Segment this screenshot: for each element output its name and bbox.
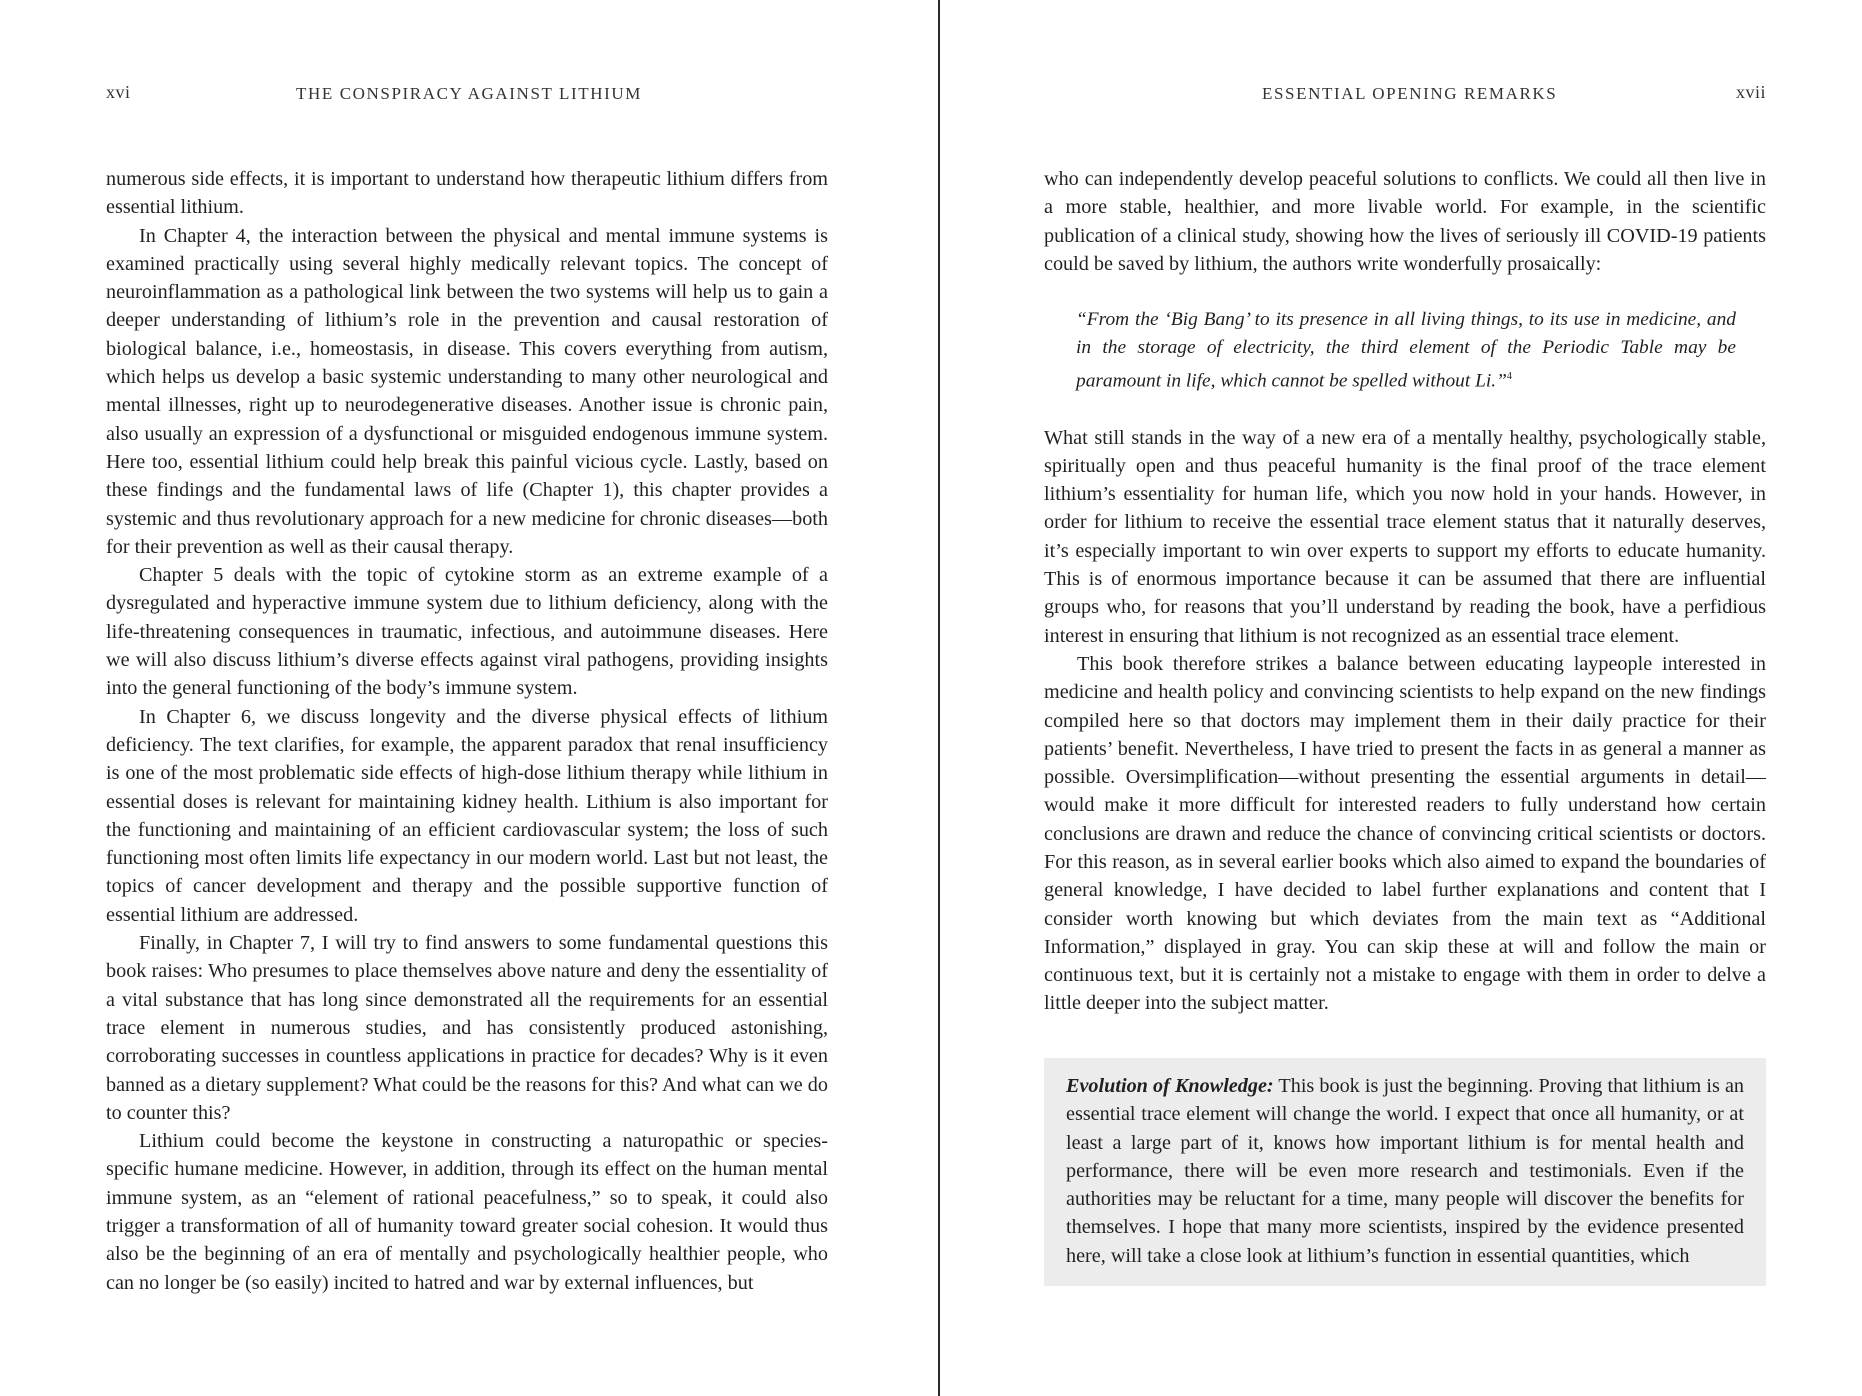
right-paragraph-2: What still stands in the way of a new era of a mentally healthy, psychologically stable, spiritually open and thus peaceful humanity is the final proof of the trace element lithium’s essentiality for human life, which you now hold in your hands. However, in order for lithium to receive the essential trace element status that it naturally deserves, it’s especially important to win over experts to support my efforts to educate humanity. This is of enormous importance because it can be assumed that there are influential groups who, for reasons that you’ll understand by reading the book, have a perfidious interest in ensuring that lithium is not recognized as an essential trace element. <box>1044 426 1766 647</box>
info-box-lead: Evolution of Knowledge: <box>1066 1075 1274 1097</box>
left-paragraph-5: Finally, in Chapter 7, I will try to find answers to some fundamental questions this book raises: Who presumes to place themselves above nature and deny the essentiality of a vital substance that has long since demonstrated all the requirements for an essential trace element in numerous studies, and has consistently produced astonishing, corroborating successes in countless applications in practice for decades? Why is it even banned as a dietary supplement? What could be the reasons for this? And what can we do to counter this? <box>106 932 828 1124</box>
right-paragraph-3: This book therefore strikes a balance between educating laypeople interested in medicine and health policy and convincing scientists to help expand on the new findings compiled here so that doctors may implement them in their daily practice for their patients’ benefit. Nevertheless, I have tried to present the facts in as general a manner as possible. Oversimplification—without presenting the essential arguments in detail—would make it more difficult for interested readers to fully understand how certain conclusions are drawn and reduce the chance of convincing critical scientists or doctors. For this reason, as in several earlier books which also aimed to expand the boundaries of general knowledge, I have decided to label further explanations and content that I consider worth knowing but which deviates from the main text as “Additional Information,” displayed in gray. You can skip these at will and follow the main or continuous text, but it is certainly not a mistake to engage with them in order to delve a little deeper into the subject matter. <box>1044 652 1766 1015</box>
right-page <box>1044 0 1766 1396</box>
page-gutter-divider <box>938 0 940 1396</box>
right-body-text <box>1044 165 1766 1018</box>
right-page-number: xvii <box>1735 82 1766 102</box>
footnote-marker: 4 <box>1506 370 1512 382</box>
additional-information-box <box>1044 1058 1766 1286</box>
left-page <box>106 0 828 1396</box>
left-body-text <box>106 165 828 1297</box>
left-paragraph-3: Chapter 5 deals with the topic of cytokine storm as an extreme example of a dysregulated and hyperactive immune system due to lithium deficiency, along with the life-threatening consequences in traumatic, infectious, and autoimmune diseases. Here we will also discuss lithium’s diverse effects against viral pathogens, providing insights into the general functioning of the body’s immune system. <box>106 564 828 700</box>
left-paragraph-6: Lithium could become the keystone in constructing a naturopathic or species-specific humane medicine. However, in addition, through its effect on the human mental immune system, as an “element of rational peacefulness,” so to speak, it could also trigger a transformation of all of humanity toward greater social cohesion. It would thus also be the beginning of an era of mentally and psychologically healthier people, who can no longer be (so easily) incited to hatred and war by external influences, but <box>106 1130 828 1294</box>
quotation-text: “From the ‘Big Bang’ to its presence in all living things, to its use in medicine, and in the storage of electricity, the third element of the Periodic Table may be paramount in life, which cannot be spelled without Li.” <box>1076 309 1736 392</box>
left-paragraph-1: numerous side effects, it is important to understand how therapeutic lithium differs from essential lithium. <box>106 168 828 219</box>
right-paragraph-1: who can independently develop peaceful solutions to conflicts. We could all then live in a more stable, healthier, and more livable world. For example, in the scientific publication of a clinical study, showing how the lives of seriously ill COVID-19 patients could be saved by lithium, the authors write wonderfully prosaically: <box>1044 168 1766 275</box>
info-box-text <box>1066 1072 1744 1270</box>
left-running-head <box>106 82 828 108</box>
right-running-head <box>1044 82 1766 108</box>
left-page-number: xvi <box>106 82 131 102</box>
left-paragraph-4: In Chapter 6, we discuss longevity and the diverse physical effects of lithium deficiency. The text clarifies, for example, the apparent paradox that renal insufficiency is one of the most problematic side effects of high-dose lithium therapy while lithium in essential doses is relevant for maintaining kidney health. Lithium is also important for the functioning and maintaining of an efficient cardiovascular system; the loss of such functioning most often limits life expectancy in our modern world. Last but not least, the topics of cancer development and therapy and the possible supportive function of essential lithium are addressed. <box>106 705 828 926</box>
left-paragraph-2: In Chapter 4, the interaction between the physical and mental immune systems is examined practically using several highly medically relevant topics. The concept of neuroinflammation as a pathological link between the two systems will help us to gain a deeper understanding of lithium’s role in the prevention and causal restoration of biological balance, i.e., homeostasis, in disease. This covers everything from autism, which helps us develop a basic systemic understanding to many other neurological and mental illnesses, right up to neurodegenerative diseases. Another issue is chronic pain, also usually an expression of a dysfunctional or misguided endogenous immune system. Here too, essential lithium could help break this painful vicious cycle. Lastly, based on these findings and the fundamental laws of life (Chapter 1), this chapter provides a systemic and thus revolutionary approach for a new medicine for chronic diseases—both for their prevention as well as their causal therapy. <box>106 224 828 558</box>
left-running-title: THE CONSPIRACY AGAINST LITHIUM <box>296 84 642 103</box>
right-running-title: ESSENTIAL OPENING REMARKS <box>1262 84 1558 103</box>
info-box-body: This book is just the beginning. Proving that lithium is an essential trace element will change the world. I expect that once all humanity, or at least a large part of it, knows how important lithium is for mental health and performance, there will be even more research and testimonials. Even if the authorities may be reluctant for a time, many people will discover the benefits for themselves. I hope that many more scientists, inspired by the evidence presented here, will take a close look at lithium’s function in essential quantities, which <box>1066 1075 1744 1267</box>
quotation-block <box>1076 306 1736 395</box>
